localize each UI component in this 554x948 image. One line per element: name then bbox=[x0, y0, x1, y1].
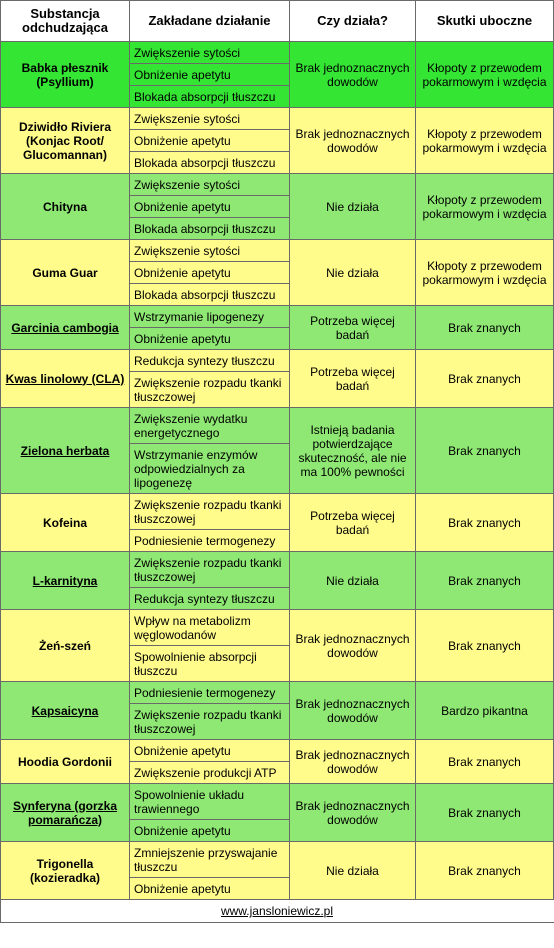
works-cell: Nie działa bbox=[290, 552, 416, 610]
works-cell: Istnieją badania potwierdzające skuteczność, ale nie ma 100% pewności bbox=[290, 408, 416, 494]
effect-cell: Podniesienie termogenezy bbox=[130, 682, 290, 704]
substance-name: Hoodia Gordonii bbox=[1, 740, 130, 784]
table-row bbox=[1, 408, 554, 444]
substance-name: Trigonella (kozieradka) bbox=[1, 842, 130, 900]
effect-cell: Zmniejszenie przyswajanie tłuszczu bbox=[130, 842, 290, 878]
effect-cell: Zwiększenie produkcji ATP bbox=[130, 762, 290, 784]
footer-row bbox=[1, 900, 554, 923]
effect-cell: Blokada absorpcji tłuszczu bbox=[130, 284, 290, 306]
substance-name: Kofeina bbox=[1, 494, 130, 552]
side-effects-cell: Kłopoty z przewodem pokarmowym i wzdęcia bbox=[416, 108, 554, 174]
works-cell: Nie działa bbox=[290, 240, 416, 306]
substance-name[interactable]: Kapsaicyna bbox=[1, 682, 130, 740]
substance-name: Żeń-szeń bbox=[1, 610, 130, 682]
works-cell: Potrzeba więcej badań bbox=[290, 306, 416, 350]
side-effects-cell: Brak znanych bbox=[416, 842, 554, 900]
side-effects-cell: Brak znanych bbox=[416, 494, 554, 552]
effect-cell: Obniżenie apetytu bbox=[130, 740, 290, 762]
substance-name: Dziwidło Riviera (Konjac Root/ Glucomannan) bbox=[1, 108, 130, 174]
effect-cell: Wpływ na metabolizm węglowodanów bbox=[130, 610, 290, 646]
effect-cell: Obniżenie apetytu bbox=[130, 878, 290, 900]
effect-cell: Obniżenie apetytu bbox=[130, 64, 290, 86]
footer-link[interactable]: www.jansloniewicz.pl bbox=[1, 900, 554, 923]
works-cell: Brak jednoznacznych dowodów bbox=[290, 610, 416, 682]
effect-cell: Obniżenie apetytu bbox=[130, 820, 290, 842]
header-effect: Zakładane działanie bbox=[130, 1, 290, 42]
effect-cell: Obniżenie apetytu bbox=[130, 130, 290, 152]
effect-cell: Blokada absorpcji tłuszczu bbox=[130, 152, 290, 174]
effect-cell: Spowolnienie absorpcji tłuszczu bbox=[130, 646, 290, 682]
table-row bbox=[1, 610, 554, 646]
side-effects-cell: Kłopoty z przewodem pokarmowym i wzdęcia bbox=[416, 240, 554, 306]
table-row bbox=[1, 306, 554, 328]
header-side-effects: Skutki uboczne bbox=[416, 1, 554, 42]
side-effects-cell: Brak znanych bbox=[416, 350, 554, 408]
works-cell: Potrzeba więcej badań bbox=[290, 494, 416, 552]
effect-cell: Redukcja syntezy tłuszczu bbox=[130, 588, 290, 610]
effect-cell: Redukcja syntezy tłuszczu bbox=[130, 350, 290, 372]
effect-cell: Zwiększenie sytości bbox=[130, 174, 290, 196]
side-effects-cell: Brak znanych bbox=[416, 552, 554, 610]
substance-name: Chityna bbox=[1, 174, 130, 240]
works-cell: Brak jednoznacznych dowodów bbox=[290, 682, 416, 740]
table-row bbox=[1, 842, 554, 878]
substance-name: Guma Guar bbox=[1, 240, 130, 306]
substance-name[interactable]: Synferyna (gorzka pomarańcza) bbox=[1, 784, 130, 842]
table-row bbox=[1, 108, 554, 130]
table-row bbox=[1, 174, 554, 196]
side-effects-cell: Bardzo pikantna bbox=[416, 682, 554, 740]
substance-name[interactable]: L-karnityna bbox=[1, 552, 130, 610]
table-row bbox=[1, 740, 554, 762]
substance-name[interactable]: Garcinia cambogia bbox=[1, 306, 130, 350]
substance-name: Babka płesznik (Psyllium) bbox=[1, 42, 130, 108]
header-substance: Substancja odchudzająca bbox=[1, 1, 130, 42]
side-effects-cell: Brak znanych bbox=[416, 784, 554, 842]
effect-cell: Wstrzymanie enzymów odpowiedzialnych za lipogenezę bbox=[130, 444, 290, 494]
table-row bbox=[1, 350, 554, 372]
header-row bbox=[1, 1, 554, 42]
side-effects-cell: Kłopoty z przewodem pokarmowym i wzdęcia bbox=[416, 174, 554, 240]
table-row bbox=[1, 552, 554, 588]
effect-cell: Blokada absorpcji tłuszczu bbox=[130, 86, 290, 108]
table-row bbox=[1, 240, 554, 262]
effect-cell: Blokada absorpcji tłuszczu bbox=[130, 218, 290, 240]
table-row bbox=[1, 784, 554, 820]
table-row bbox=[1, 682, 554, 704]
side-effects-cell: Brak znanych bbox=[416, 408, 554, 494]
substance-name[interactable]: Kwas linolowy (CLA) bbox=[1, 350, 130, 408]
header-works: Czy działa? bbox=[290, 1, 416, 42]
table-row bbox=[1, 42, 554, 64]
works-cell: Brak jednoznacznych dowodów bbox=[290, 784, 416, 842]
substance-name[interactable]: Zielona herbata bbox=[1, 408, 130, 494]
side-effects-cell: Brak znanych bbox=[416, 306, 554, 350]
works-cell: Brak jednoznacznych dowodów bbox=[290, 108, 416, 174]
effect-cell: Zwiększenie sytości bbox=[130, 240, 290, 262]
effect-cell: Zwiększenie sytości bbox=[130, 108, 290, 130]
effect-cell: Zwiększenie sytości bbox=[130, 42, 290, 64]
effect-cell: Zwiększenie rozpadu tkanki tłuszczowej bbox=[130, 494, 290, 530]
works-cell: Potrzeba więcej badań bbox=[290, 350, 416, 408]
side-effects-cell: Brak znanych bbox=[416, 740, 554, 784]
works-cell: Nie działa bbox=[290, 174, 416, 240]
effect-cell: Spowolnienie układu trawiennego bbox=[130, 784, 290, 820]
side-effects-cell: Brak znanych bbox=[416, 610, 554, 682]
works-cell: Brak jednoznacznych dowodów bbox=[290, 42, 416, 108]
effect-cell: Wstrzymanie lipogenezy bbox=[130, 306, 290, 328]
works-cell: Brak jednoznacznych dowodów bbox=[290, 740, 416, 784]
effect-cell: Obniżenie apetytu bbox=[130, 328, 290, 350]
side-effects-cell: Kłopoty z przewodem pokarmowym i wzdęcia bbox=[416, 42, 554, 108]
effect-cell: Zwiększenie wydatku energetycznego bbox=[130, 408, 290, 444]
table-row bbox=[1, 494, 554, 530]
works-cell: Nie działa bbox=[290, 842, 416, 900]
effect-cell: Obniżenie apetytu bbox=[130, 196, 290, 218]
effect-cell: Zwiększenie rozpadu tkanki tłuszczowej bbox=[130, 372, 290, 408]
effect-cell: Zwiększenie rozpadu tkanki tłuszczowej bbox=[130, 552, 290, 588]
effect-cell: Podniesienie termogenezy bbox=[130, 530, 290, 552]
effect-cell: Zwiększenie rozpadu tkanki tłuszczowej bbox=[130, 704, 290, 740]
effect-cell: Obniżenie apetytu bbox=[130, 262, 290, 284]
